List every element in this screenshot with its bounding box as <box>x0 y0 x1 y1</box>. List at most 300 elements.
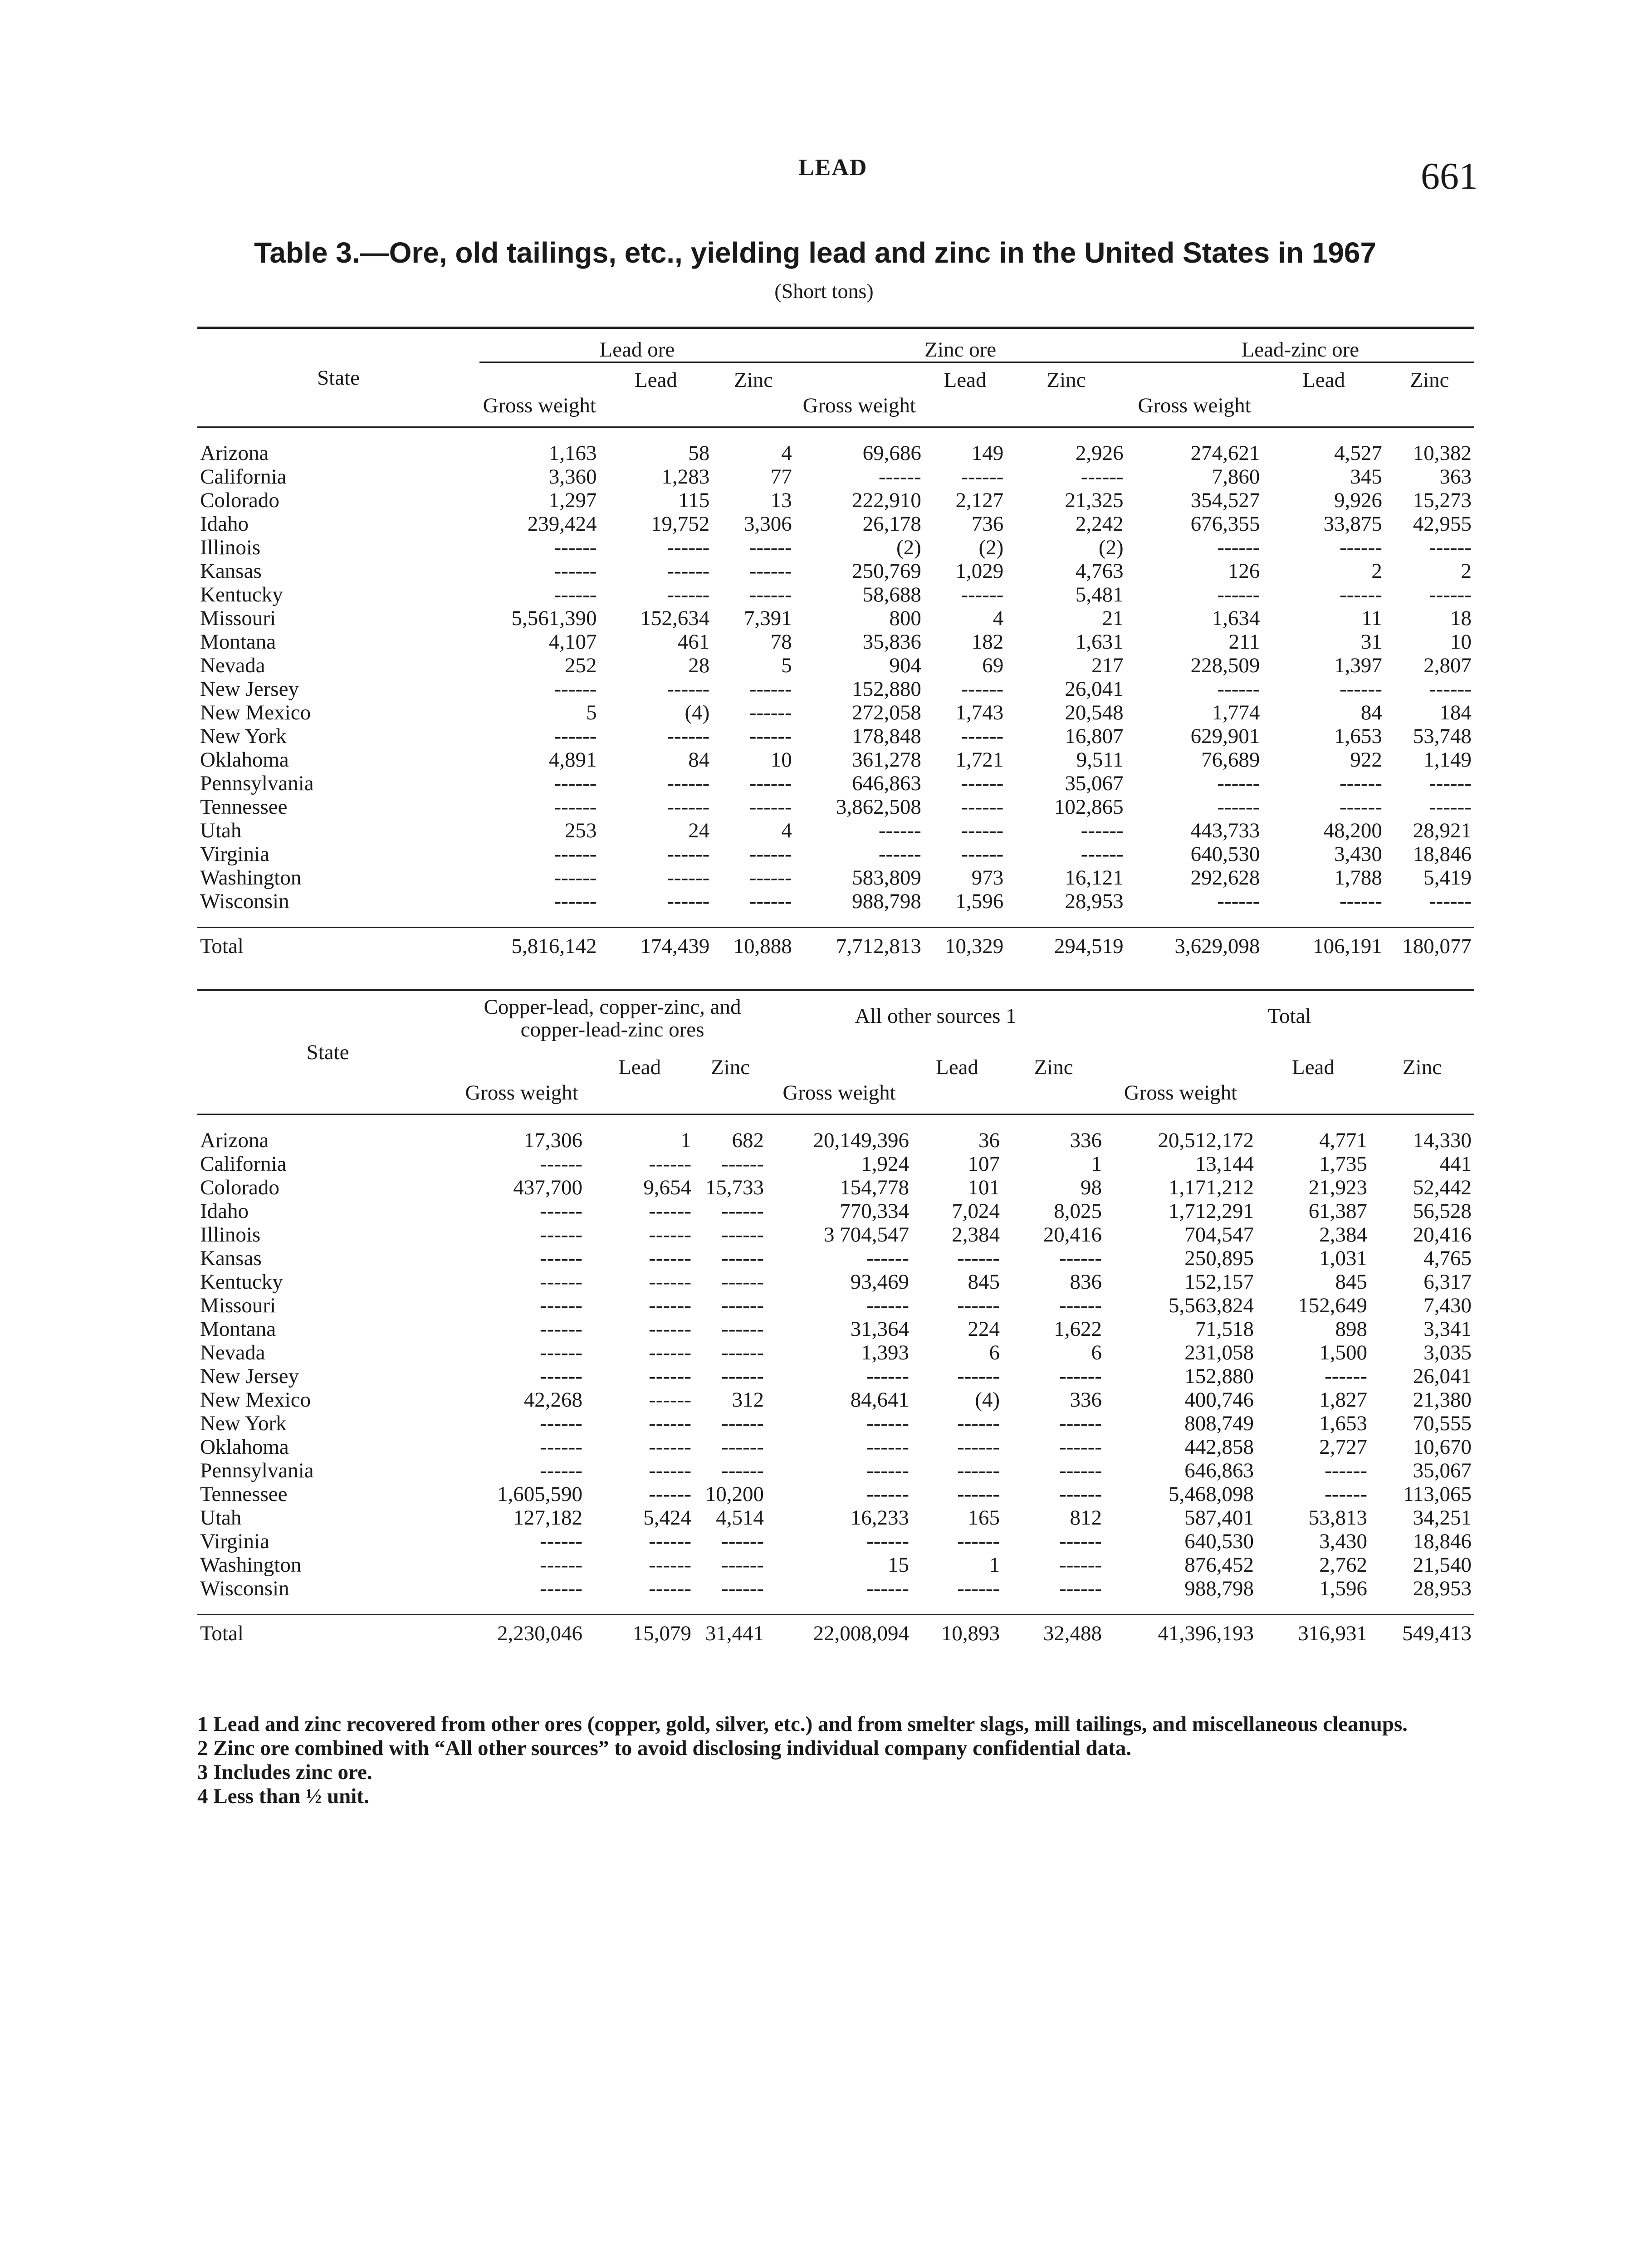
cell-value: 18,846 <box>1413 1530 1472 1553</box>
cell-value: 165 <box>968 1506 1000 1530</box>
cell-value: 3,306 <box>743 512 792 536</box>
cell-value: 1,397 <box>1334 654 1382 677</box>
total-value: 7,712,813 <box>836 934 921 958</box>
col-header: Gross weight <box>483 394 596 417</box>
state-name: Kentucky <box>200 583 283 606</box>
table-row <box>197 1341 1474 1364</box>
cell-value: ------ <box>649 1246 691 1270</box>
cell-value: 973 <box>971 866 1004 890</box>
cell-value: ------ <box>649 1553 691 1577</box>
cell-value: ------ <box>1339 583 1382 606</box>
cell-value: 2,384 <box>1319 1223 1368 1246</box>
cell-value: 5,468,098 <box>1169 1482 1254 1506</box>
cell-value: 9,654 <box>643 1176 691 1199</box>
cell-value: ------ <box>721 1530 764 1553</box>
cell-value: 16,233 <box>850 1506 910 1530</box>
cell-value: 1,393 <box>861 1341 910 1364</box>
table-row <box>197 536 1474 559</box>
cell-value: ------ <box>957 1364 1000 1388</box>
cell-value: 10,200 <box>705 1482 764 1506</box>
state-name: Nevada <box>200 654 265 677</box>
state-header: State <box>317 366 360 390</box>
cell-value: 6 <box>989 1341 1000 1364</box>
table-row <box>197 489 1474 512</box>
cell-value: ------ <box>866 1364 910 1388</box>
cell-value: 20,416 <box>1043 1223 1102 1246</box>
cell-value: 1 <box>1091 1152 1102 1176</box>
cell-value: 845 <box>968 1270 1000 1294</box>
table-body <box>197 1114 1474 1646</box>
cell-value: 646,863 <box>1184 1459 1254 1482</box>
cell-value: 28,921 <box>1413 819 1472 842</box>
table-row <box>197 1199 1474 1223</box>
cell-value: 152,880 <box>852 677 921 701</box>
cell-value: ------ <box>540 1317 582 1341</box>
state-name: California <box>200 1152 287 1176</box>
cell-value: 93,469 <box>850 1270 910 1294</box>
cell-value: 9,511 <box>1076 748 1124 772</box>
table-row <box>197 772 1474 795</box>
total-row <box>197 928 1474 958</box>
state-name: Colorado <box>200 1176 279 1199</box>
cell-value: 24 <box>688 819 710 842</box>
cell-value: 2,384 <box>952 1223 1000 1246</box>
cell-value: ------ <box>961 583 1004 606</box>
cell-value: ------ <box>540 1246 582 1270</box>
cell-value: 18,846 <box>1413 842 1472 866</box>
total-value: 180,077 <box>1402 934 1472 958</box>
cell-value: ------ <box>1081 842 1124 866</box>
cell-value: ------ <box>649 1530 691 1553</box>
cell-value: 836 <box>1070 1270 1102 1294</box>
cell-value: 21,923 <box>1308 1176 1368 1199</box>
cell-value: ------ <box>1325 1482 1368 1506</box>
cell-value: ------ <box>667 890 710 913</box>
cell-value: 808,749 <box>1184 1412 1254 1435</box>
table-row <box>197 1223 1474 1246</box>
cell-value: 152,634 <box>640 606 710 630</box>
cell-value: 629,901 <box>1190 724 1260 748</box>
state-name: Nevada <box>200 1341 265 1364</box>
table-row <box>197 795 1474 819</box>
state-name: New Mexico <box>200 1388 311 1412</box>
spacer-row <box>197 913 1474 928</box>
lead-zinc-ore-table <box>197 327 1474 958</box>
cell-value: 152,649 <box>1298 1294 1368 1317</box>
cell-value: ------ <box>1059 1459 1102 1482</box>
state-name: Tennessee <box>200 1482 288 1506</box>
cell-value: 35,836 <box>862 630 921 654</box>
cell-value: 7,024 <box>952 1199 1000 1223</box>
cell-value: 71,518 <box>1195 1317 1254 1341</box>
cell-value: ------ <box>540 1294 582 1317</box>
cell-value: ------ <box>554 583 597 606</box>
cell-value: 770,334 <box>840 1199 910 1223</box>
cell-value: (2) <box>1098 536 1124 559</box>
cell-value: ------ <box>957 1459 1000 1482</box>
cell-value: 1,171,212 <box>1169 1176 1254 1199</box>
cell-value: ------ <box>667 583 710 606</box>
cell-value: 400,746 <box>1184 1388 1254 1412</box>
cell-value: 35,067 <box>1413 1459 1472 1482</box>
cell-value: ------ <box>721 1577 764 1600</box>
cell-value: 583,809 <box>852 866 921 890</box>
cell-value: 437,700 <box>513 1176 582 1199</box>
cell-value: 312 <box>732 1388 764 1412</box>
cell-value: ------ <box>649 1199 691 1223</box>
cell-value: ------ <box>1325 1364 1368 1388</box>
total-value: 10,888 <box>733 934 792 958</box>
cell-value: ------ <box>540 1435 582 1459</box>
cell-value: ------ <box>866 1294 910 1317</box>
cell-value: ------ <box>749 795 792 819</box>
state-name: Wisconsin <box>200 1577 289 1600</box>
cell-value: 77 <box>770 465 792 489</box>
cell-value: ------ <box>554 536 597 559</box>
cell-value: 345 <box>1350 465 1382 489</box>
cell-value: 3,862,508 <box>836 795 921 819</box>
cell-value: 3,341 <box>1423 1317 1472 1341</box>
cell-value: 704,547 <box>1184 1223 1254 1246</box>
cell-value: ------ <box>649 1577 691 1600</box>
cell-value: ------ <box>1429 536 1472 559</box>
cell-value: 354,527 <box>1190 489 1260 512</box>
cell-value: 736 <box>971 512 1004 536</box>
cell-value: ------ <box>1339 772 1382 795</box>
cell-value: 876,452 <box>1184 1553 1254 1577</box>
cell-value: 2,727 <box>1319 1435 1368 1459</box>
cell-value: ------ <box>649 1294 691 1317</box>
state-name: Utah <box>200 819 242 842</box>
cell-value: 2,127 <box>955 489 1004 512</box>
cell-value: (4) <box>685 701 710 724</box>
cell-value: 676,355 <box>1190 512 1260 536</box>
cell-value: ------ <box>1339 677 1382 701</box>
cell-value: 336 <box>1070 1388 1102 1412</box>
cell-value: ------ <box>667 559 710 583</box>
state-name: California <box>200 465 287 489</box>
cell-value: 69 <box>982 654 1004 677</box>
col-header: Zinc <box>1047 368 1086 392</box>
cell-value: 20,548 <box>1065 701 1124 724</box>
cell-value: 228,509 <box>1190 654 1260 677</box>
table-row <box>197 606 1474 630</box>
col-header: Lead <box>944 368 987 392</box>
total-value: 41,396,193 <box>1158 1622 1254 1645</box>
cell-value: 217 <box>1091 654 1124 677</box>
cell-value: 443,733 <box>1190 819 1260 842</box>
total-value: 106,191 <box>1313 934 1382 958</box>
state-name: Oklahoma <box>200 748 289 772</box>
cell-value: ------ <box>667 536 710 559</box>
cell-value: ------ <box>649 1152 691 1176</box>
cell-value: ------ <box>554 795 597 819</box>
group-header: Zinc ore <box>795 328 1126 362</box>
table-row <box>197 465 1474 489</box>
cell-value: 101 <box>968 1176 1000 1199</box>
cell-value: ------ <box>649 1341 691 1364</box>
running-head: LEAD <box>798 155 868 181</box>
cell-value: ------ <box>957 1246 1000 1270</box>
cell-value: ------ <box>957 1435 1000 1459</box>
cell-value: 361,278 <box>852 748 921 772</box>
cell-value: 4,514 <box>716 1506 764 1530</box>
cell-value: 2,762 <box>1319 1553 1368 1577</box>
state-name: Kansas <box>200 559 262 583</box>
table-row <box>197 701 1474 724</box>
cell-value: 19,752 <box>651 512 710 536</box>
table-row <box>197 1412 1474 1435</box>
table-row <box>197 1152 1474 1176</box>
cell-value: ------ <box>667 842 710 866</box>
table-row <box>197 583 1474 606</box>
cell-value: ------ <box>721 1553 764 1577</box>
cell-value: ------ <box>866 1459 910 1482</box>
cell-value: 58 <box>688 441 710 465</box>
cell-value: 1,653 <box>1334 724 1382 748</box>
cell-value: 1,029 <box>955 559 1004 583</box>
cell-value: 1,596 <box>955 890 1004 913</box>
cell-value: 1 <box>680 1129 691 1152</box>
state-name: Pennsylvania <box>200 772 314 795</box>
cell-value: 1,924 <box>861 1152 910 1176</box>
cell-value: ------ <box>667 772 710 795</box>
cell-value: 5 <box>586 701 597 724</box>
cell-value: ------ <box>540 1270 582 1294</box>
cell-value: ------ <box>866 1482 910 1506</box>
state-name: New Mexico <box>200 701 311 724</box>
cell-value: ------ <box>749 536 792 559</box>
cell-value: 178,848 <box>852 724 921 748</box>
cell-value: ------ <box>721 1270 764 1294</box>
cell-value: 898 <box>1335 1317 1368 1341</box>
cell-value: 26,178 <box>862 512 921 536</box>
cell-value: 1,622 <box>1054 1317 1102 1341</box>
cell-value: 7,391 <box>743 606 792 630</box>
cell-value: 126 <box>1227 559 1260 583</box>
total-value: 10,329 <box>945 934 1004 958</box>
cell-value: 11 <box>1361 606 1382 630</box>
table-row <box>197 1506 1474 1530</box>
cell-value: ------ <box>749 559 792 583</box>
col-header: Gross weight <box>1138 394 1251 417</box>
cell-value: 363 <box>1439 465 1472 489</box>
cell-value: 10 <box>1450 630 1472 654</box>
cell-value: ------ <box>721 1435 764 1459</box>
cell-value: ------ <box>721 1364 764 1388</box>
cell-value: 4 <box>781 441 792 465</box>
cell-value: (4) <box>975 1388 1000 1412</box>
cell-value: 988,798 <box>1184 1577 1254 1600</box>
cell-value: ------ <box>667 724 710 748</box>
state-name: Kansas <box>200 1246 262 1270</box>
cell-value: 4 <box>781 819 792 842</box>
cell-value: ------ <box>749 677 792 701</box>
cell-value: ------ <box>1059 1435 1102 1459</box>
cell-value: ------ <box>649 1223 691 1246</box>
cell-value: 3,430 <box>1334 842 1382 866</box>
cell-value: 4,763 <box>1075 559 1124 583</box>
table-row <box>197 441 1474 465</box>
state-name: New Jersey <box>200 677 299 701</box>
cell-value: ------ <box>667 795 710 819</box>
state-name: New Jersey <box>200 1364 299 1388</box>
col-header: Lead <box>936 1056 978 1079</box>
total-value: 31,441 <box>705 1622 764 1645</box>
col-header: Gross weight <box>465 1081 578 1105</box>
cell-value: 646,863 <box>852 772 921 795</box>
cell-value: 21,325 <box>1065 489 1124 512</box>
cell-value: ------ <box>649 1364 691 1388</box>
cell-value: 1,743 <box>955 701 1004 724</box>
cell-value: 48,200 <box>1323 819 1382 842</box>
cell-value: 15,733 <box>705 1176 764 1199</box>
cell-value: 28,953 <box>1413 1577 1472 1600</box>
spacer-row <box>197 1600 1474 1615</box>
cell-value: 4,765 <box>1423 1246 1472 1270</box>
cell-value: 231,058 <box>1184 1341 1254 1364</box>
cell-value: 15,273 <box>1413 489 1472 512</box>
state-name: Tennessee <box>200 795 288 819</box>
state-name: Montana <box>200 630 276 654</box>
cell-value: ------ <box>649 1270 691 1294</box>
cell-value: 2 <box>1371 559 1382 583</box>
cell-value: 84,641 <box>850 1388 910 1412</box>
table-row <box>197 1176 1474 1199</box>
cell-value: ------ <box>1429 583 1472 606</box>
cell-value: 70,555 <box>1413 1412 1472 1435</box>
cell-value: 3,360 <box>548 465 597 489</box>
spacer-row <box>197 1114 1474 1129</box>
cell-value: ------ <box>721 1294 764 1317</box>
cell-value: 250,769 <box>852 559 921 583</box>
cell-value: 3,035 <box>1423 1341 1472 1364</box>
table-row <box>197 1317 1474 1341</box>
total-value: 174,439 <box>640 934 710 958</box>
cell-value: 3,430 <box>1319 1530 1368 1553</box>
cell-value: ------ <box>866 1435 910 1459</box>
state-name: Colorado <box>200 489 279 512</box>
table-row <box>197 1270 1474 1294</box>
cell-value: 21,540 <box>1413 1553 1472 1577</box>
cell-value: 182 <box>971 630 1004 654</box>
cell-value: 35,067 <box>1065 772 1124 795</box>
cell-value: 15 <box>888 1553 910 1577</box>
cell-value: 1,735 <box>1319 1152 1368 1176</box>
cell-value: 922 <box>1350 748 1382 772</box>
cell-value: ------ <box>554 842 597 866</box>
cell-value: 26,041 <box>1413 1364 1472 1388</box>
cell-value: 20,149,396 <box>813 1129 910 1152</box>
cell-value: 53,748 <box>1413 724 1472 748</box>
cell-value: 1,596 <box>1319 1577 1368 1600</box>
table-row <box>197 1364 1474 1388</box>
cell-value: ------ <box>554 559 597 583</box>
cell-value: ------ <box>540 1459 582 1482</box>
cell-value: ------ <box>721 1412 764 1435</box>
total-row <box>197 1615 1474 1646</box>
cell-value: 5,424 <box>643 1506 691 1530</box>
state-name: Virginia <box>200 1530 269 1553</box>
table-row <box>197 630 1474 654</box>
table-row <box>197 559 1474 583</box>
cell-value: 28 <box>688 654 710 677</box>
cell-value: ------ <box>866 1246 910 1270</box>
cell-value: 441 <box>1439 1152 1472 1176</box>
group-header: Total <box>1267 1004 1311 1028</box>
cell-value: 1,653 <box>1319 1412 1368 1435</box>
table-row <box>197 677 1474 701</box>
cell-value: 113,065 <box>1403 1482 1472 1506</box>
cell-value: 31,364 <box>850 1317 910 1341</box>
cell-value: ------ <box>1429 890 1472 913</box>
cell-value: 21 <box>1102 606 1124 630</box>
cell-value: ------ <box>1325 1459 1368 1482</box>
state-name: Missouri <box>200 606 276 630</box>
cell-value: 442,858 <box>1184 1435 1254 1459</box>
cell-value: ------ <box>1059 1482 1102 1506</box>
cell-value: ------ <box>749 772 792 795</box>
cell-value: 107 <box>968 1152 1000 1176</box>
cell-value: 2,242 <box>1075 512 1124 536</box>
cell-value: ------ <box>957 1482 1000 1506</box>
cell-value: 800 <box>889 606 921 630</box>
cell-value: 2 <box>1461 559 1472 583</box>
cell-value: 33,875 <box>1323 512 1382 536</box>
cell-value: ------ <box>721 1246 764 1270</box>
state-name: Idaho <box>200 512 249 536</box>
col-header: Lead <box>618 1056 661 1079</box>
col-header: Zinc <box>710 1056 750 1079</box>
total-value: 5,816,142 <box>511 934 597 958</box>
cell-value: 1,634 <box>1212 606 1260 630</box>
cell-value: 102,865 <box>1054 795 1124 819</box>
cell-value: 1,500 <box>1319 1341 1368 1364</box>
table-title: Table 3.—Ore, old tailings, etc., yielding lead and zinc in the United States in 1967 <box>254 236 1377 269</box>
total-label: Total <box>200 934 244 958</box>
cell-value: ------ <box>961 842 1004 866</box>
state-name: Washington <box>200 866 302 890</box>
cell-value: 1,774 <box>1212 701 1260 724</box>
state-name: Illinois <box>200 1223 261 1246</box>
cell-value: 84 <box>1360 701 1382 724</box>
cell-value: 211 <box>1228 630 1260 654</box>
table-row <box>197 890 1474 913</box>
cell-value: 4,771 <box>1319 1129 1368 1152</box>
group-header: All other sources 1 <box>855 1004 1017 1028</box>
cell-value: 1,297 <box>548 489 597 512</box>
cell-value: 184 <box>1439 701 1472 724</box>
cell-value: ------ <box>721 1341 764 1364</box>
cell-value: ------ <box>721 1199 764 1223</box>
cell-value: 1,163 <box>548 441 597 465</box>
cell-value: 1,605,590 <box>497 1482 582 1506</box>
state-name: Pennsylvania <box>200 1459 314 1482</box>
cell-value: 42,955 <box>1413 512 1472 536</box>
group-header: Copper-lead, copper-zinc, and copper-lead-zinc ores <box>484 995 741 1041</box>
cell-value: ------ <box>961 819 1004 842</box>
cell-value: ------ <box>878 465 921 489</box>
total-value: 316,931 <box>1298 1622 1368 1645</box>
col-header: Zinc <box>1402 1056 1442 1079</box>
cell-value: 5,563,824 <box>1169 1294 1254 1317</box>
cell-value: 36 <box>978 1129 1000 1152</box>
cell-value: ------ <box>1429 677 1472 701</box>
cell-value: ------ <box>749 890 792 913</box>
cell-value: 5 <box>781 654 792 677</box>
cell-value: 13 <box>770 489 792 512</box>
cell-value: ------ <box>866 1412 910 1435</box>
